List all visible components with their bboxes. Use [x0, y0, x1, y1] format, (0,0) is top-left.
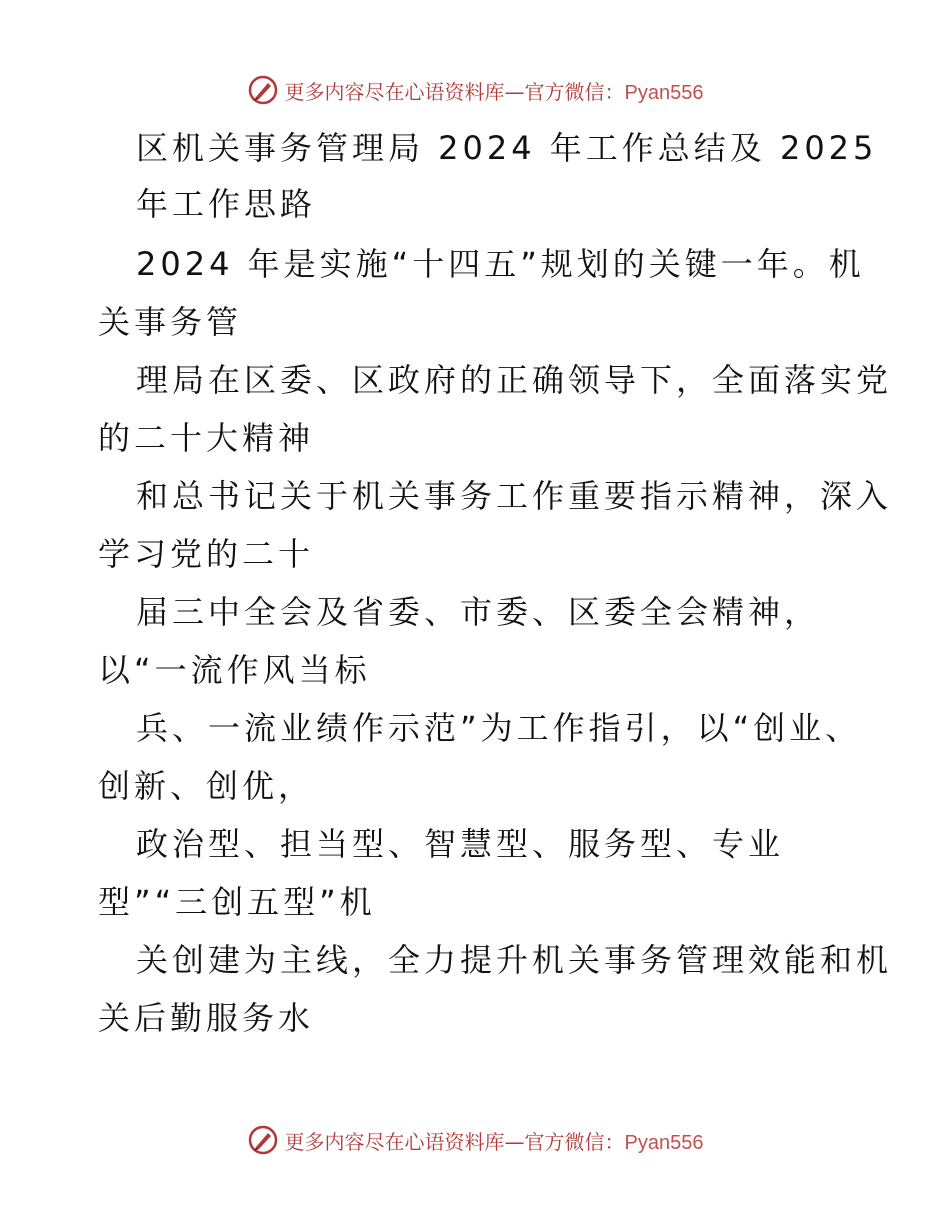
doc-paragraph-line: 理局在区委、区政府的正确领导下，全面落实党	[136, 361, 893, 399]
doc-paragraph-line: 关事务管	[98, 303, 243, 341]
doc-title-line-2: 年工作思路	[136, 185, 317, 223]
watermark-brand: 更多内容尽在心语资料库	[284, 1129, 505, 1154]
doc-paragraph-line: 政治型、担当型、智慧型、服务型、专业	[136, 825, 785, 863]
quill-pen-icon	[247, 74, 279, 106]
doc-paragraph-line: 以“一流作风当标	[98, 651, 371, 689]
doc-paragraph-line: 关后勤服务水	[98, 999, 315, 1037]
watermark-text	[285, 76, 704, 105]
watermark-brand: 更多内容尽在心语资料库	[284, 79, 505, 104]
doc-paragraph-line: 学习党的二十	[98, 535, 315, 573]
watermark-wechat-label: 官方微信：	[524, 79, 625, 104]
doc-paragraph-line: 兵、一流业绩作示范”为工作指引，以“创业、	[136, 709, 862, 747]
doc-paragraph-line: 2024 年是实施“十四五”规划的关键一年。机	[136, 245, 865, 283]
doc-paragraph-line: 和总书记关于机关事务工作重要指示精神，深入	[136, 477, 893, 515]
header-watermark	[0, 70, 950, 110]
quill-pen-icon	[247, 1124, 279, 1156]
doc-paragraph-line: 的二十大精神	[98, 419, 315, 457]
doc-paragraph-line: 创新、创优，	[98, 767, 315, 805]
doc-paragraph-line: 关创建为主线，全力提升机关事务管理效能和机	[136, 941, 893, 979]
doc-paragraph-line: 届三中全会及省委、市委、区委全会精神，	[136, 593, 821, 631]
doc-title-line-1: 区机关事务管理局 2024 年工作总结及 2025	[136, 129, 878, 167]
watermark-dash: —	[504, 1129, 525, 1154]
watermark-wechat-id: Pyan556	[624, 81, 704, 104]
watermark-text	[285, 1126, 704, 1155]
watermark-wechat-id: Pyan556	[624, 1131, 704, 1154]
watermark-dash: —	[504, 79, 525, 104]
watermark-wechat-label: 官方微信：	[524, 1129, 625, 1154]
footer-watermark	[0, 1120, 950, 1160]
doc-paragraph-line: 型”“三创五型”机	[98, 883, 376, 921]
